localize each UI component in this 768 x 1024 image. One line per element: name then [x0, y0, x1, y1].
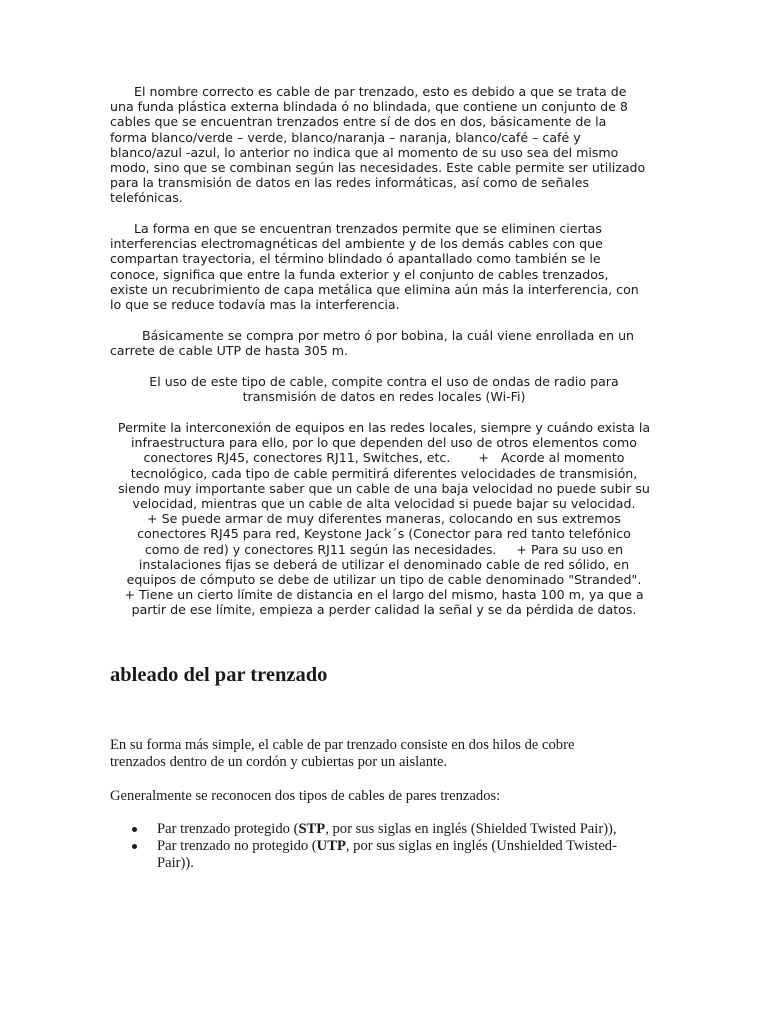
text-line: infraestructura para ello, por lo que dependen del uso de otros elementos como [131, 435, 637, 451]
text-line: instalaciones fijas se deberá de utilizar el denominado cable de red sólido, en [138, 556, 630, 572]
bullet-icon [132, 827, 137, 832]
list-item-bold: STP [298, 821, 326, 837]
text-line: cables que se encuentran trenzados entre sí de dos en dos, básicamente de la [110, 114, 607, 130]
text-line: blanco/azul -azul, lo anterior no indica que al momento de su uso sea del mismo [110, 144, 619, 160]
text-line: El nombre correcto es cable de par trenzado, esto es debido a que se trata de [110, 84, 627, 99]
text-line: En su forma más simple, el cable de par trenzado consiste en dos hilos de cobre [110, 737, 575, 753]
text-line: El uso de este tipo de cable, compite contra el uso de ondas de radio para [149, 374, 619, 389]
list-item-continuation: Pair)). [157, 855, 194, 871]
cable-types-list [110, 821, 617, 872]
text-line: carrete de cable UTP de hasta 305 m. [110, 343, 349, 359]
text-line: partir de ese límite, empieza a perder calidad la señal y se da pérdida de datos. [131, 602, 637, 618]
text-line: velocidad, mientras que un cable de alta velocidad si puede bajar su velocidad. [132, 496, 636, 512]
list-item-text: Par trenzado no protegido ( [157, 838, 317, 854]
paragraph-cable-name [110, 84, 645, 206]
text-line: como de red) y conectores RJ11 según las necesidades. + Para su uso en [144, 541, 624, 557]
list-item [110, 821, 617, 838]
text-line: interferencias electromagnéticas del ambiente y de los demás cables con que [110, 236, 603, 252]
text-line: telefónicas. [110, 190, 183, 206]
text-line: La forma en que se encuentran trenzados permite que se eliminen ciertas [110, 221, 602, 236]
paragraph-purchase [110, 328, 634, 358]
text-line: Permite la interconexión de equipos en las redes locales, siempre y cuándo exista la [117, 420, 651, 435]
paragraph-simple-form [110, 737, 574, 771]
text-line: Generalmente se reconocen dos tipos de cables de pares trenzados: [110, 788, 501, 804]
text-line: equipos de cómputo se debe de utilizar un tipo de cable denominado "Stranded". [126, 572, 642, 588]
text-line: + Se puede armar de muy diferentes maneras, colocando en sus extremos [147, 511, 621, 527]
text-line: para la transmisión de datos en las redes informáticas, así como de señales [110, 175, 590, 191]
list-item [110, 838, 617, 872]
text-line: compartan trayectoria, el término blindado ó apantallado como también se le [110, 251, 601, 267]
text-line: modo, sino que se combinan según las necesidades. Este cable permite ser utilizado [110, 160, 646, 176]
bullet-icon [132, 844, 137, 849]
text-line: una funda plástica externa blindada ó no blindada, que contiene un conjunto de 8 [110, 99, 628, 115]
paragraph-interference [110, 221, 639, 312]
text-line: forma blanco/verde – verde, blanco/naranja – naranja, blanco/café – café y [110, 129, 581, 145]
text-line: siendo muy importante saber que un cable de una baja velocidad no puede subir su [118, 480, 650, 496]
text-line: conectores RJ45 para red, Keystone Jack´s (Conector para red tanto telefónico [137, 526, 631, 542]
text-line: + Tiene un cierto límite de distancia en el largo del mismo, hasta 100 m, ya que a [124, 587, 644, 603]
list-item-text: , por sus siglas en inglés (Shielded Twisted Pair)), [325, 821, 617, 837]
text-line: existe un recubrimiento de capa metálica que elimina aún más la interferencia, con [110, 281, 639, 297]
paragraph-types-intro [110, 788, 500, 805]
paragraph-features [110, 420, 658, 618]
text-line: trenzados dentro de un cordón y cubiertas por un aislante. [110, 754, 448, 770]
text-line: transmisión de datos en redes locales (Wi-Fi) [242, 389, 526, 405]
text-line: conectores RJ45, conectores RJ11, Switches, etc. + Acorde al momento [143, 450, 625, 466]
text-line: Básicamente se compra por metro ó por bobina, la cuál viene enrollada en un [110, 328, 635, 343]
text-line: lo que se reduce todavía mas la interferencia. [110, 297, 400, 313]
text-line: tecnológico, cada tipo de cable permitirá diferentes velocidades de transmisión, [130, 465, 638, 481]
paragraph-wifi [110, 374, 658, 404]
text-line: conoce, significa que entre la funda exterior y el conjunto de cables trenzados, [110, 266, 609, 282]
list-item-text: , por sus siglas en inglés (Unshielded Twisted- [345, 838, 617, 854]
list-item-bold: UTP [316, 838, 346, 854]
section-heading: ableado del par trenzado [110, 664, 328, 686]
list-item-text: Par trenzado protegido ( [157, 821, 299, 837]
